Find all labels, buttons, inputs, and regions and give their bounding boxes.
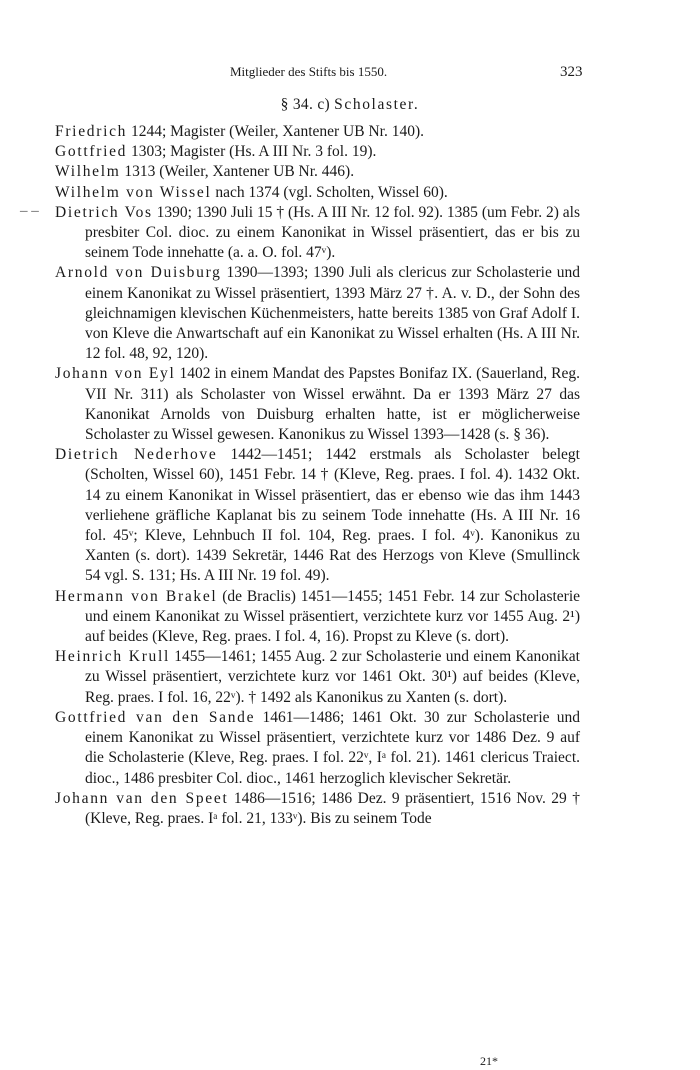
running-title: Mitglieder des Stifts bis 1550. (230, 64, 388, 79)
entry-wilhelm (55, 162, 580, 182)
entry-dietrich-nederhove (55, 445, 580, 586)
entry-text: nach 1374 (vgl. Scholten, Wissel 60). (211, 183, 448, 201)
section-number: § 34. c) (280, 96, 330, 113)
page-number: 323 (560, 64, 583, 80)
entry-name: Wilhelm (55, 163, 121, 181)
printer-signature: 21* (480, 1054, 498, 1068)
entry-dietrich-vos (55, 203, 580, 264)
entry-name: Heinrich Krull (55, 648, 171, 666)
entry-name: Gottfried (55, 143, 128, 161)
entry-name: Dietrich Vos (55, 203, 153, 221)
margin-mark: – – (20, 203, 39, 219)
entry-name: Wilhelm von Wissel (55, 183, 212, 201)
entry-name: Johann van den Speet (55, 789, 229, 807)
entry-name: Johann von Eyl (55, 365, 176, 383)
section-heading (0, 96, 700, 114)
entry-heinrich-krull (55, 647, 580, 708)
entry-johann-van-den-speet (55, 789, 580, 829)
entry-text: 1442—1451; 1442 erstmals als Scholaster belegt (Scholten, Wissel 60), 1451 Febr. 14 † (Kleve, Reg. praes. I fol. 4). 1432 Okt. 14 zu einem Kanonikat in Wissel präsentiert, das er ebenso wie das ihm 1443 verliehene gräfliche Kaplanat bis zu seinem Tode innehatte (Hs. A III Nr. 16 fol. 45ᵛ; Kleve, Lehnbuch II fol. 104, Reg. praes. I fol. 4ᵛ). Kanonikus zu Xanten (s. dort). 1439 Sekretär, 1446 Rat des Herzogs von Kleve (Smullinck 54 vgl. S. 131; Hs. A III Nr. 19 fol. 49). (85, 446, 580, 585)
entry-text: 1303; Magister (Hs. A III Nr. 3 fol. 19). (127, 143, 377, 161)
entry-name: Arnold von Duisburg (55, 264, 222, 282)
entry-name: Hermann von Brakel (55, 587, 218, 605)
entry-hermann-von-brakel (55, 587, 580, 648)
entry-name: Gottfried van den Sande (55, 708, 256, 726)
entry-list (55, 122, 580, 829)
entry-name: Friedrich (55, 123, 128, 140)
entry-text: 1402 in einem Mandat des Papstes Bonifaz IX. (Sauerland, Reg. VII Nr. 311) als Scholaster von Wissel erwähnt. Da er 1393 März 27 das Kanonikat Arnolds von Duisburg erhalten hatte, ist er möglicherweise Scholaster zu Wissel gewesen. Kanonikus zu Wissel 1393—1428 (s. § 36). (85, 365, 580, 444)
entry-johann-von-eyl (55, 364, 580, 445)
entry-text: (de Braclis) 1451—1455; 1451 Febr. 14 zur Scholasterie und einem Kanonikat zu Wissel präsentiert, verzichtete kurz vor 1455 Aug. 2¹) auf beides (Kleve, Reg. praes. I fol. 4, 16). Propst zu Kleve (s. dort). (85, 587, 581, 646)
entry-wilhelm-von-wissel (55, 183, 580, 203)
running-header (0, 64, 700, 84)
entry-text: 1455—1461; 1455 Aug. 2 zur Scholasterie und einem Kanonikat zu Wissel präsentiert, verzichtete kurz vor 1461 Okt. 30¹) auf beides (Kleve, Reg. praes. I fol. 16, 22ᵛ). † 1492 als Kanonikus zu Xanten (s. dort). (85, 648, 580, 706)
entry-text: 1390—1393; 1390 Juli als clericus zur Scholasterie und einem Kanonikat zu Wissel präsentiert, 1393 März 27 †. A. v. D., der Sohn des gleichnamigen klevischen Küchenmeisters, hatte bereits 1385 von Graf Adolf I. von Kleve die Anwartschaft auf ein Kanonikat zu Wissel erhalten (Hs. A III Nr. 12 fol. 48, 92, 120). (85, 264, 580, 363)
entry-text: 1244; Magister (Weiler, Xantener UB Nr. 140). (127, 123, 424, 140)
entry-friedrich (55, 122, 580, 142)
entry-text: 1313 (Weiler, Xantener UB Nr. 446). (120, 163, 355, 181)
section-title: Scholaster. (334, 96, 420, 113)
entry-arnold-von-duisburg (55, 263, 580, 364)
entry-text: 1486—1516; 1486 Dez. 9 präsentiert, 1516 Nov. 29 † (Kleve, Reg. praes. Iᵃ fol. 21, 133ᵛ). Bis zu seinem Tode (85, 789, 580, 827)
entry-gottfried (55, 142, 580, 162)
entry-name: Dietrich Nederhove (55, 446, 218, 464)
entry-text: 1461—1486; 1461 Okt. 30 zur Scholasterie und einem Kanonikat zu Wissel präsentiert, verzichtete kurz vor 1486 Dez. 9 auf die Scholasterie (Kleve, Reg. praes. I fol. 22ᵛ, Iᵃ fol. 21). 1461 clericus Traiect. dioc., 1486 presbiter Col. dioc., 1461 herzoglich klevischer Sekretär. (85, 708, 580, 787)
entry-gottfried-van-den-sande (55, 708, 580, 789)
entry-text: 1390; 1390 Juli 15 † (Hs. A III Nr. 12 fol. 92). 1385 (um Febr. 2) als presbiter Col. dioc. zu einem Kanonikat in Wissel präsentiert, das er bis zu seinem Tode innehatte (a. a. O. fol. 47ᵛ). (85, 203, 580, 262)
